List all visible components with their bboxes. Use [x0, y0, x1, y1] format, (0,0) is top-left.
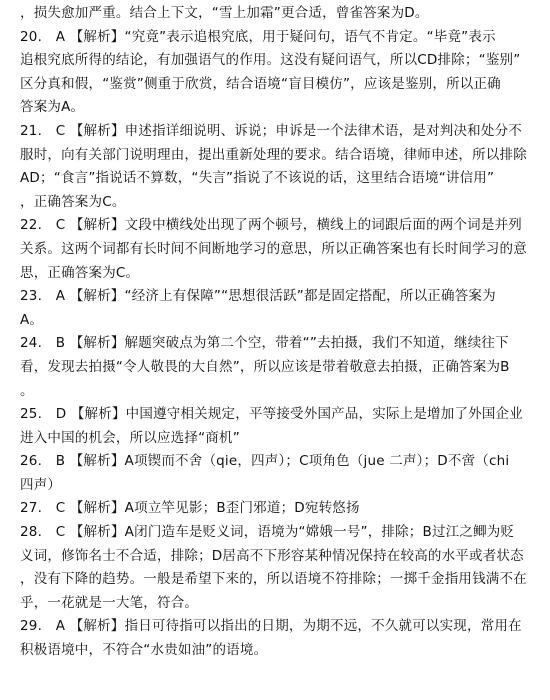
- text-line: 21. C 【解析】申述指详细说明、诉说；申诉是一个法律术语，是对判决和处分不: [20, 122, 522, 139]
- text-line: 四声）: [20, 476, 62, 493]
- text-line: 24. B 【解析】解题突破点为第二个空，带着“”去拍摄，我们不知道，继续往下: [20, 335, 509, 352]
- text-line: 进入中国的机会，所以应选择“商机”: [20, 429, 240, 446]
- text-line: 29. A 【解析】指日可待指可以指出的日期，为期不远，不久就可以实现，常用在: [20, 618, 522, 635]
- text-line: 思，正确答案为C。: [20, 264, 140, 281]
- text-line: 25. D 【解析】中国遵守相关规定，平等接受外国产品，实际上是增加了外国企业: [20, 406, 523, 423]
- text-line: 关系。这两个词都有长时间不间断地学习的意思，所以正确答案也有长时间学习的意: [20, 240, 527, 257]
- text-line: 28. C 【解析】A闭门造车是贬义词，语境为“嫦娥一号”，排除；B过江之鲫为贬: [20, 524, 515, 541]
- text-line: 23. A 【解析】“经济上有保障”“思想很活跃”都是固定搭配，所以正确答案为: [20, 288, 496, 305]
- text-line: 20. A 【解析】“究竟”表示追根究底，用于疑问句，语气不肯定。“毕竟”表示: [20, 28, 496, 45]
- text-line: 22. C 【解析】文段中横线处出现了两个顿号，横线上的词跟后面的两个词是并列: [20, 217, 522, 234]
- text-line: 27. C 【解析】A项立竿见影；B歪门邪道；D宛转悠扬: [20, 500, 360, 517]
- text-line: ，正确答案为C。: [20, 193, 126, 210]
- text-line: 。: [20, 382, 34, 399]
- text-line: ，没有下降的趋势。一般是希望下来的，所以语境不符排除；一掷千金指用钱满不在: [20, 571, 527, 588]
- text-line: AD；“食言”指说话不算数，“失言”指说了不该说的话，这里结合语境“讲信用”: [20, 170, 495, 187]
- text-line: 看，发现去拍摄“令人敬畏的大自然”，所以应该是带着敬意去拍摄，正确答案为B: [20, 358, 510, 375]
- text-line: 区分真和假，“鉴赏”侧重于欣赏，结合语境“盲目模仿”，应该是鉴别，所以正确: [20, 75, 501, 92]
- text-line: 服时，向有关部门说明理由，提出重新处理的要求。结合语境，律师申述，所以排除: [20, 146, 527, 163]
- text-line: 乎，一花就是一大笔，符合。: [20, 594, 199, 611]
- text-line: 积极语境中，不符合“水贵如油”的语境。: [20, 642, 268, 659]
- text-line: ，损失愈加严重。结合上下文，“雪上加霜”更合适，曾雀答案为D。: [20, 5, 429, 21]
- text-line: 26. B 【解析】A项锲而不舍（qie，四声）；C项角色（jue 二声）；D不啻（chi: [20, 453, 510, 470]
- text-line: 追根究底所得的结论，有加强语气的作用。这没有疑问语气，所以CD排除；“鉴别”: [20, 52, 521, 69]
- text-line: 答案为A。: [20, 99, 85, 116]
- text-line: 义词，修饰名士不合适，排除；D居高不下形容某种情况保持在较高的水平或者状态: [20, 547, 524, 564]
- text-line: A。: [20, 311, 44, 328]
